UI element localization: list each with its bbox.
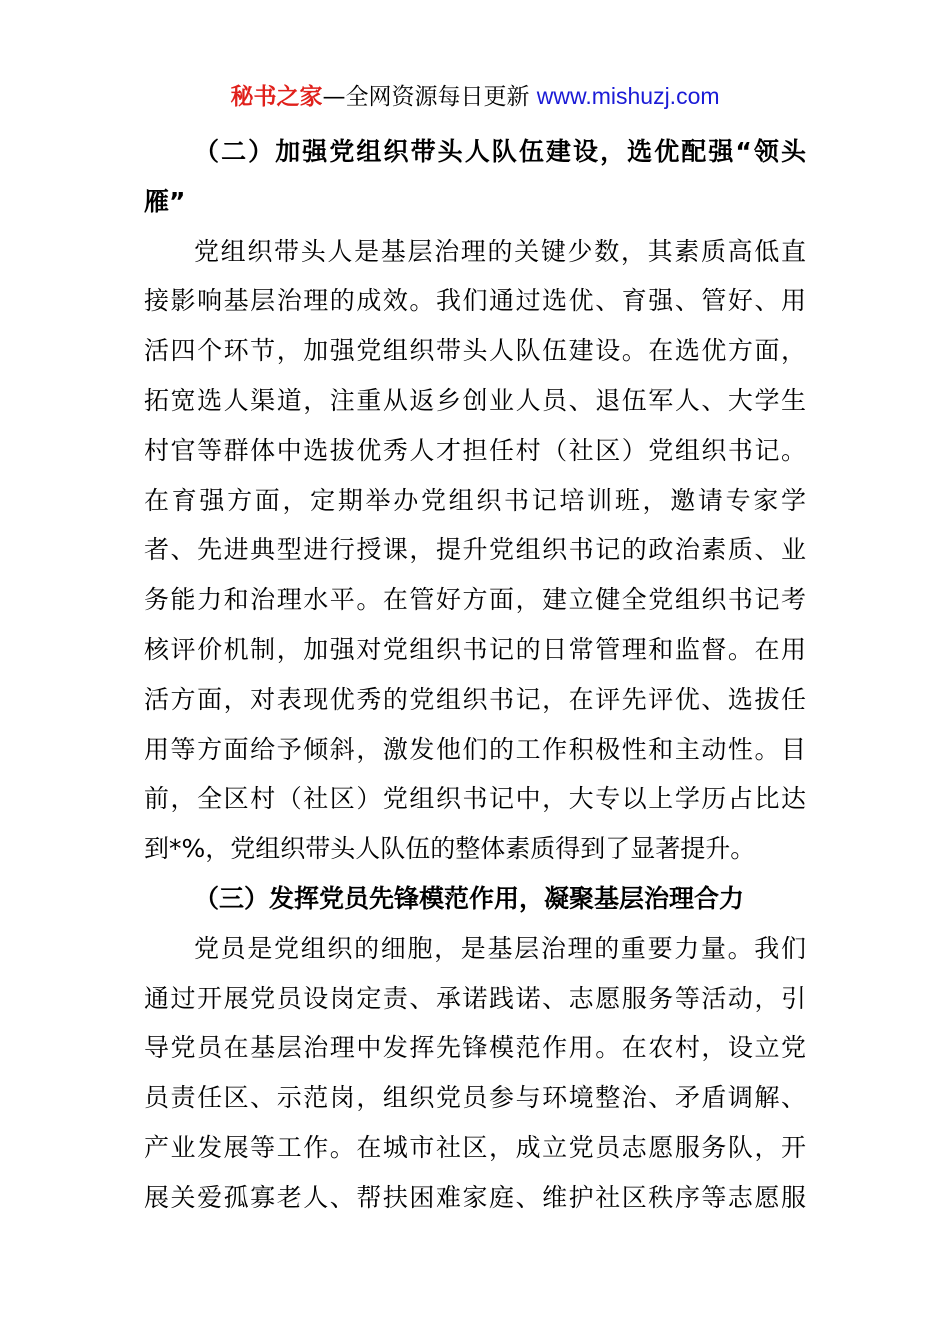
paragraph-line: 活方面，对表现优秀的党组织书记，在评先评优、选拔任: [144, 684, 806, 714]
paragraph-line: 导党员在基层治理中发挥先锋模范作用。在农村，设立党: [144, 1033, 806, 1063]
section-heading-3: （三）发挥党员先锋模范作用，凝聚基层治理合力: [194, 883, 745, 913]
paragraph-line-last: 到*%，党组织带头人队伍的整体素质得到了显著提升。: [144, 834, 756, 864]
paragraph-line: 务能力和治理水平。在管好方面，建立健全党组织书记考: [144, 585, 806, 615]
paragraph-line: 党员是党组织的细胞，是基层治理的重要力量。我们: [194, 933, 806, 963]
paragraph-line: 拓宽选人渠道，注重从返乡创业人员、退伍军人、大学生: [144, 385, 806, 415]
paragraph-line: 产业发展等工作。在城市社区，成立党员志愿服务队，开: [144, 1132, 806, 1162]
paragraph-line: 者、先进典型进行授课，提升党组织书记的政治素质、业: [144, 535, 806, 565]
paragraph-line: 在育强方面，定期举办党组织书记培训班，邀请专家学: [144, 485, 806, 515]
site-url[interactable]: www.mishuzj.com: [536, 83, 720, 109]
site-brand: 秘书之家: [230, 84, 323, 110]
section-heading-2-cont: 雁”: [144, 186, 186, 216]
paragraph-line: 活四个环节，加强党组织带头人队伍建设。在选优方面，: [144, 336, 806, 366]
paragraph-line: 通过开展党员设岗定责、承诺践诺、志愿服务等活动，引: [144, 983, 806, 1013]
site-banner: [0, 78, 950, 115]
paragraph-line: 党组织带头人是基层治理的关键少数，其素质高低直: [194, 236, 806, 266]
site-slogan: —全网资源每日更新: [322, 84, 537, 110]
paragraph-line: 用等方面给予倾斜，激发他们的工作积极性和主动性。目: [144, 734, 806, 764]
paragraph-line: 村官等群体中选拔优秀人才担任村（社区）党组织书记。: [144, 435, 806, 465]
paragraph-line: 展关爱孤寡老人、帮扶困难家庭、维护社区秩序等志愿服: [144, 1182, 806, 1212]
paragraph-line: 前，全区村（社区）党组织书记中，大专以上学历占比达: [144, 784, 806, 814]
paragraph-line: 核评价机制，加强对党组织书记的日常管理和监督。在用: [144, 634, 806, 664]
paragraph-line: 员责任区、示范岗，组织党员参与环境整治、矛盾调解、: [144, 1083, 806, 1113]
document-body: [144, 127, 806, 1223]
paragraph-line: 接影响基层治理的成效。我们通过选优、育强、管好、用: [144, 286, 806, 316]
section-heading-2: （二）加强党组织带头人队伍建设，选优配强“领头: [194, 137, 806, 166]
